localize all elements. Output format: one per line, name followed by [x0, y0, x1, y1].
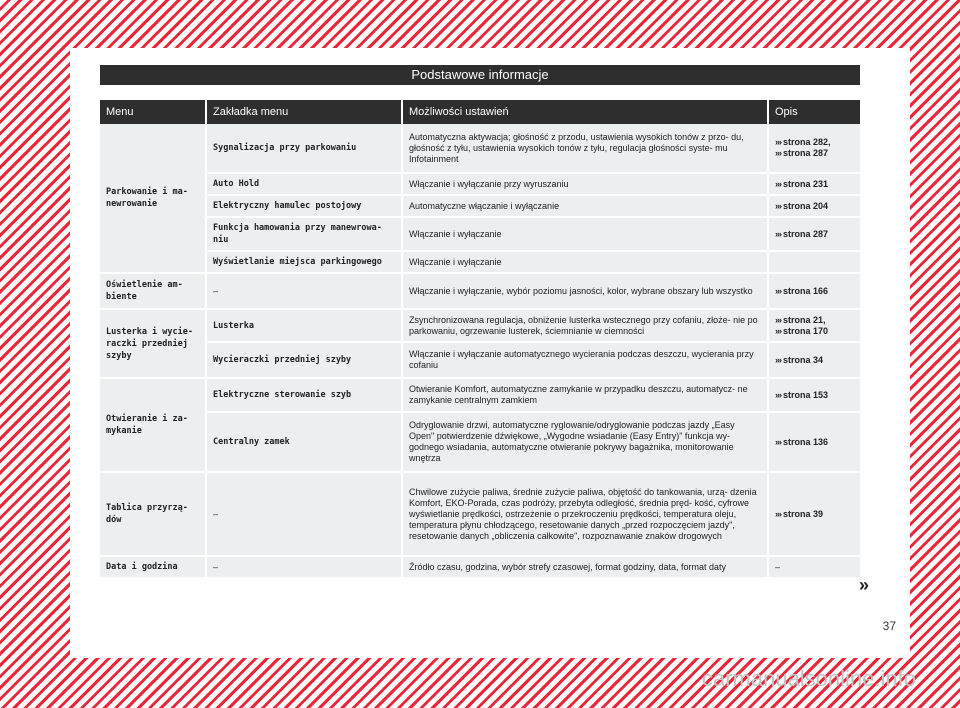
tab-cell: – [206, 556, 402, 578]
header-menu: Menu [100, 100, 206, 124]
table-row [100, 217, 860, 251]
page-number: 37 [882, 619, 896, 633]
ref-arrow-icon: ››› [775, 389, 781, 400]
ref-cell [768, 273, 860, 309]
options-cell: Automatyczne włączanie i wyłączanie [402, 195, 768, 217]
options-cell: Automatyczna aktywacja; głośność z przodu, ustawienia wysokich tonów z przo- du, głośność z tyłu, ustawienia wysokich tonów z tyłu, regulacja głośności syste- mu Infotainment [402, 124, 768, 173]
options-cell: Włączanie i wyłączanie [402, 217, 768, 251]
table-row [100, 173, 860, 195]
table-header-row [100, 100, 860, 124]
ref-cell [768, 309, 860, 342]
ref-link[interactable]: strona 170 [783, 325, 829, 336]
tab-cell: Sygnalizacja przy parkowaniu [206, 124, 402, 173]
tab-cell: Elektryczne sterowanie szyb [206, 378, 402, 412]
tab-cell: Funkcja hamowania przy manewrowa- niu [206, 217, 402, 251]
menu-cell: Lusterka i wycie- raczki przedniej szyby [100, 309, 206, 378]
tab-cell: Centralny zamek [206, 412, 402, 472]
ref-cell [768, 124, 860, 173]
menu-cell: Tablica przyrzą- dów [100, 472, 206, 556]
ref-arrow-icon: ››› [775, 436, 781, 447]
ref-arrow-icon: ››› [775, 285, 781, 296]
ref-link[interactable]: strona 287 [783, 148, 829, 158]
continue-arrow-icon: » [859, 575, 870, 595]
menu-cell: Otwieranie i za- mykanie [100, 378, 206, 472]
ref-link[interactable]: strona 153 [783, 389, 829, 400]
ref-cell [768, 195, 860, 217]
page-title: Podstawowe informacje [100, 65, 860, 85]
ref-link[interactable]: strona 39 [783, 508, 824, 519]
ref-arrow-icon: ››› [775, 200, 781, 211]
table-row [100, 309, 860, 342]
ref-link[interactable]: strona 136 [783, 436, 829, 447]
table-row [100, 195, 860, 217]
ref-cell [768, 217, 860, 251]
ref-link[interactable]: strona 21, [783, 314, 826, 325]
watermark: carmanualsonline.info [701, 666, 916, 691]
options-cell: Otwieranie Komfort, automatyczne zamykanie w przypadku deszczu, automatycz- ne zamykanie centralnym zamkiem [402, 378, 768, 412]
options-cell: Włączanie i wyłączanie, wybór poziomu jasności, kolor, wybrane obszary lub wszystko [402, 273, 768, 309]
tab-cell: Auto Hold [206, 173, 402, 195]
options-cell: Chwilowe zużycie paliwa, średnie zużycie paliwa, objętość do tankowania, urzą- dzenia Komfort, EKO-Porada, czas podróży, przebyta odległość, średnia pręd- kość, cyfrowe wyświetlanie prędkości, ostrzeżenie o przekroczeniu prędkości, temperatura oleju, temperatura płynu chłodzącego, resetowanie danych „przed rozpoczęciem jazdy", resetowanie danych „obliczenia całkowite", rozpoznawanie znaków drogowych [402, 472, 768, 556]
ref-arrow-icon: ››› [775, 137, 781, 147]
tab-cell: – [206, 472, 402, 556]
tab-cell: – [206, 273, 402, 309]
header-options: Możliwości ustawień [402, 100, 768, 124]
options-cell: Odryglowanie drzwi, automatyczne ryglowanie/odryglowanie podczas jazdy „Easy Open" potwierdzenie dźwiękowe, „Wygodne wsiadanie (Easy Entry)" funkcja wy- godnego wsiadania, automatyczne otwieranie pokrywy bagażnika, monitorowanie wnętrza [402, 412, 768, 472]
ref-cell [768, 412, 860, 472]
menu-cell: Oświetlenie am- biente [100, 273, 206, 309]
table-row [100, 412, 860, 472]
settings-table [100, 100, 860, 579]
ref-cell [768, 472, 860, 556]
ref-arrow-icon: ››› [775, 508, 781, 519]
tab-cell: Wyświetlanie miejsca parkingowego [206, 251, 402, 273]
table-row [100, 378, 860, 412]
tab-cell: Elektryczny hamulec postojowy [206, 195, 402, 217]
table-row [100, 472, 860, 556]
ref-link[interactable]: strona 166 [783, 285, 829, 296]
header-description: Opis [768, 100, 860, 124]
ref-arrow-icon: ››› [775, 325, 781, 336]
menu-cell: Data i godzina [100, 556, 206, 578]
table-row [100, 556, 860, 578]
ref-link[interactable]: strona 34 [783, 354, 824, 365]
ref-arrow-icon: ››› [775, 148, 781, 158]
ref-link[interactable]: strona 204 [783, 200, 829, 211]
options-cell: Włączanie i wyłączanie automatycznego wycierania podczas deszczu, wycierania przy cofaniu [402, 342, 768, 378]
ref-cell [768, 342, 860, 378]
table-row [100, 273, 860, 309]
ref-arrow-icon: ››› [775, 228, 781, 239]
ref-cell [768, 378, 860, 412]
ref-cell [768, 173, 860, 195]
ref-arrow-icon: ››› [775, 178, 781, 189]
ref-link[interactable]: strona 282, [783, 137, 831, 147]
ref-cell: – [768, 556, 860, 578]
table-row [100, 251, 860, 273]
ref-arrow-icon: ››› [775, 314, 781, 325]
options-cell: Włączanie i wyłączanie [402, 251, 768, 273]
manual-page [70, 48, 910, 658]
table-row [100, 342, 860, 378]
ref-link[interactable]: strona 231 [783, 178, 829, 189]
options-cell: Źródło czasu, godzina, wybór strefy czasowej, format godziny, data, format daty [402, 556, 768, 578]
options-cell: Zsynchronizowana regulacja, obniżenie lusterka wstecznego przy cofaniu, złoże- nie po parkowaniu, ogrzewanie lusterek, ściemnianie w ciemności [402, 309, 768, 342]
table-row [100, 124, 860, 173]
ref-link[interactable]: strona 287 [783, 228, 829, 239]
ref-cell [768, 251, 860, 273]
options-cell: Włączanie i wyłączanie przy wyruszaniu [402, 173, 768, 195]
ref-arrow-icon: ››› [775, 354, 781, 365]
menu-cell: Parkowanie i ma- newrowanie [100, 124, 206, 273]
tab-cell: Lusterka [206, 309, 402, 342]
header-tab: Zakładka menu [206, 100, 402, 124]
tab-cell: Wycieraczki przedniej szyby [206, 342, 402, 378]
